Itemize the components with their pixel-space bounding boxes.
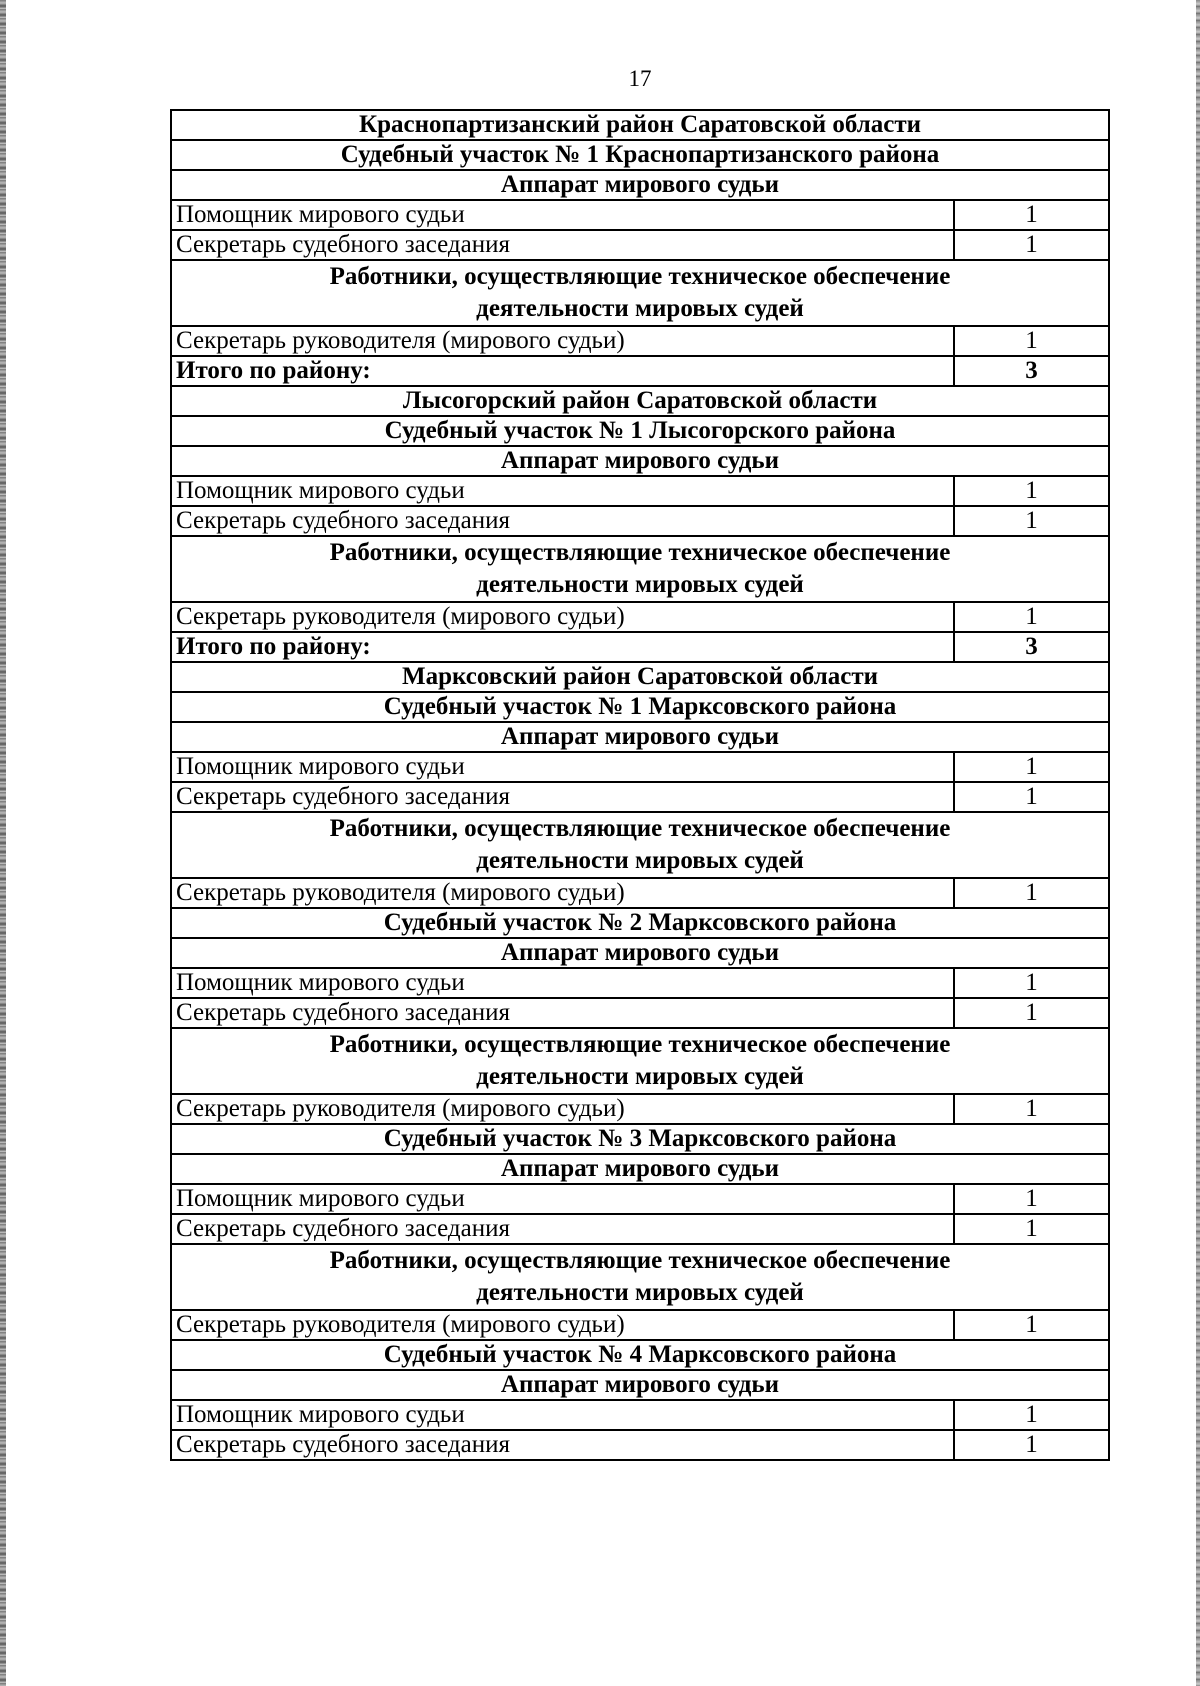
position-count: 1 <box>954 506 1109 536</box>
section-heading: Аппарат мирового судьи <box>171 170 1109 200</box>
position-label: Секретарь судебного заседания <box>171 782 954 812</box>
section-heading: Судебный участок № 2 Марксовского района <box>171 908 1109 938</box>
table-row <box>171 1430 1109 1460</box>
section-heading: Работники, осуществляющие техническое обеспечение деятельности мировых судей <box>171 1244 1109 1310</box>
section-heading: Лысогорский район Саратовской области <box>171 386 1109 416</box>
position-label: Секретарь руководителя (мирового судьи) <box>171 602 954 632</box>
total-row <box>171 632 1109 662</box>
position-label: Помощник мирового судьи <box>171 1400 954 1430</box>
section-heading-row <box>171 1154 1109 1184</box>
position-count: 1 <box>954 1400 1109 1430</box>
total-label: Итого по району: <box>171 632 954 662</box>
section-heading-row <box>171 1340 1109 1370</box>
position-count: 1 <box>954 1310 1109 1340</box>
table-row <box>171 326 1109 356</box>
section-heading: Аппарат мирового судьи <box>171 722 1109 752</box>
section-heading: Судебный участок № 1 Марксовского района <box>171 692 1109 722</box>
position-label: Секретарь судебного заседания <box>171 1214 954 1244</box>
page-number: 17 <box>628 66 652 91</box>
table-row <box>171 230 1109 260</box>
section-heading: Работники, осуществляющие техническое обеспечение деятельности мировых судей <box>171 260 1109 326</box>
total-count: 3 <box>954 356 1109 386</box>
table-row <box>171 602 1109 632</box>
section-heading: Работники, осуществляющие техническое обеспечение деятельности мировых судей <box>171 812 1109 878</box>
position-count: 1 <box>954 968 1109 998</box>
total-label: Итого по району: <box>171 356 954 386</box>
section-heading: Аппарат мирового судьи <box>171 446 1109 476</box>
section-heading-row <box>171 1028 1109 1094</box>
position-label: Секретарь руководителя (мирового судьи) <box>171 878 954 908</box>
position-label: Помощник мирового судьи <box>171 1184 954 1214</box>
section-heading-row <box>171 812 1109 878</box>
table-row <box>171 1184 1109 1214</box>
section-heading: Аппарат мирового судьи <box>171 1370 1109 1400</box>
table-row <box>171 1094 1109 1124</box>
scan-edge-right <box>1196 0 1200 1686</box>
section-heading-row <box>171 662 1109 692</box>
staff-table <box>170 109 1110 1461</box>
table-row <box>171 1214 1109 1244</box>
total-count: 3 <box>954 632 1109 662</box>
staff-table-body <box>171 110 1109 1460</box>
table-row <box>171 752 1109 782</box>
position-count: 1 <box>954 878 1109 908</box>
position-count: 1 <box>954 752 1109 782</box>
section-heading-row <box>171 1244 1109 1310</box>
position-label: Секретарь руководителя (мирового судьи) <box>171 1094 954 1124</box>
section-heading-row <box>171 416 1109 446</box>
position-label: Секретарь судебного заседания <box>171 1430 954 1460</box>
section-heading-row <box>171 386 1109 416</box>
section-heading: Судебный участок № 1 Лысогорского района <box>171 416 1109 446</box>
section-heading: Работники, осуществляющие техническое обеспечение деятельности мировых судей <box>171 536 1109 602</box>
position-count: 1 <box>954 782 1109 812</box>
position-count: 1 <box>954 326 1109 356</box>
position-label: Помощник мирового судьи <box>171 200 954 230</box>
position-count: 1 <box>954 998 1109 1028</box>
section-heading: Аппарат мирового судьи <box>171 1154 1109 1184</box>
section-heading: Судебный участок № 4 Марксовского района <box>171 1340 1109 1370</box>
position-label: Секретарь руководителя (мирового судьи) <box>171 1310 954 1340</box>
section-heading-row <box>171 1370 1109 1400</box>
section-heading-row <box>171 536 1109 602</box>
table-row <box>171 782 1109 812</box>
table-row <box>171 968 1109 998</box>
section-heading-row <box>171 170 1109 200</box>
table-row <box>171 1400 1109 1430</box>
section-heading-row <box>171 140 1109 170</box>
section-heading: Судебный участок № 1 Краснопартизанского района <box>171 140 1109 170</box>
position-label: Помощник мирового судьи <box>171 752 954 782</box>
position-count: 1 <box>954 200 1109 230</box>
section-heading: Марксовский район Саратовской области <box>171 662 1109 692</box>
section-heading-row <box>171 938 1109 968</box>
table-row <box>171 1310 1109 1340</box>
position-count: 1 <box>954 230 1109 260</box>
section-heading-row <box>171 908 1109 938</box>
position-count: 1 <box>954 1430 1109 1460</box>
section-heading-row <box>171 692 1109 722</box>
position-label: Помощник мирового судьи <box>171 476 954 506</box>
total-row <box>171 356 1109 386</box>
position-count: 1 <box>954 1214 1109 1244</box>
table-row <box>171 506 1109 536</box>
section-heading: Работники, осуществляющие техническое обеспечение деятельности мировых судей <box>171 1028 1109 1094</box>
table-row <box>171 998 1109 1028</box>
section-heading: Краснопартизанский район Саратовской области <box>171 110 1109 140</box>
section-heading-row <box>171 722 1109 752</box>
section-heading-row <box>171 1124 1109 1154</box>
table-row <box>171 878 1109 908</box>
section-heading-row <box>171 110 1109 140</box>
position-label: Секретарь судебного заседания <box>171 998 954 1028</box>
position-label: Секретарь судебного заседания <box>171 230 954 260</box>
position-label: Секретарь руководителя (мирового судьи) <box>171 326 954 356</box>
position-count: 1 <box>954 1184 1109 1214</box>
position-count: 1 <box>954 476 1109 506</box>
position-count: 1 <box>954 602 1109 632</box>
scan-edge-left <box>0 0 6 1686</box>
position-count: 1 <box>954 1094 1109 1124</box>
position-label: Секретарь судебного заседания <box>171 506 954 536</box>
table-row <box>171 200 1109 230</box>
section-heading: Судебный участок № 3 Марксовского района <box>171 1124 1109 1154</box>
position-label: Помощник мирового судьи <box>171 968 954 998</box>
section-heading-row <box>171 446 1109 476</box>
section-heading: Аппарат мирового судьи <box>171 938 1109 968</box>
section-heading-row <box>171 260 1109 326</box>
table-row <box>171 476 1109 506</box>
